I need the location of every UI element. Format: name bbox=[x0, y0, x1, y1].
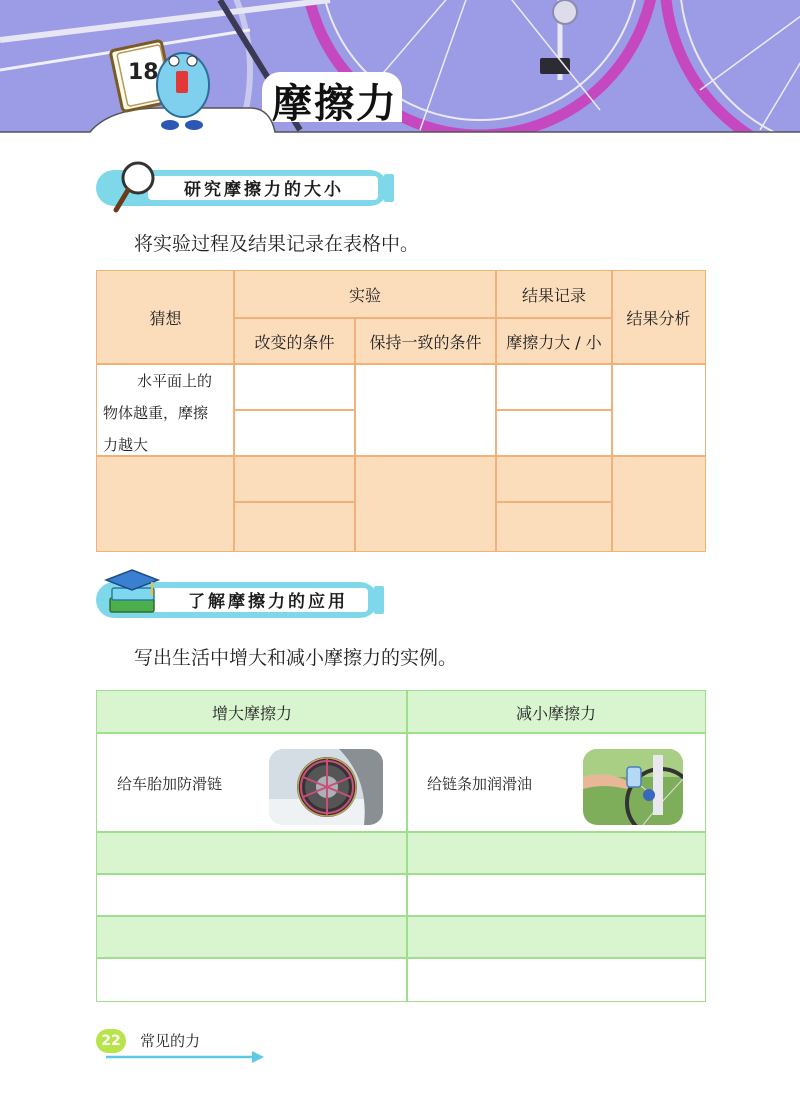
graduation-book-icon bbox=[104, 566, 164, 622]
increase-blank-2[interactable] bbox=[97, 875, 406, 915]
analysis-cell-1[interactable] bbox=[612, 364, 705, 455]
decrease-blank-3[interactable] bbox=[408, 917, 705, 957]
guess-text bbox=[103, 365, 231, 461]
decrease-blank-1[interactable] bbox=[408, 833, 705, 873]
header-analysis: 结果分析 bbox=[626, 309, 691, 328]
friction-application-table bbox=[96, 690, 706, 1002]
guess-line-2: 物体越重，摩擦 bbox=[103, 404, 209, 422]
lesson-mascot-icon bbox=[108, 35, 218, 135]
page-title: 摩擦力 bbox=[272, 81, 398, 127]
chain-oil-photo bbox=[583, 749, 683, 825]
increase-blank-3[interactable] bbox=[97, 917, 406, 957]
page-number: 22 bbox=[96, 1029, 126, 1053]
instruction-examples: 写出生活中增大和减小摩擦力的实例。 bbox=[134, 647, 458, 669]
constant-cell-1[interactable] bbox=[355, 364, 496, 455]
decrease-blank-4[interactable] bbox=[408, 959, 705, 999]
experiment-table bbox=[96, 270, 706, 552]
header-constant-condition: 保持一致的条件 bbox=[369, 332, 482, 352]
increase-blank-4[interactable] bbox=[97, 959, 406, 999]
magnifier-icon bbox=[110, 158, 160, 214]
guess-line-3: 力越大 bbox=[103, 436, 149, 454]
guess-line-1: 水平面上的 bbox=[137, 372, 213, 390]
decrease-blank-2[interactable] bbox=[408, 875, 705, 915]
footer-arrow-icon bbox=[106, 1050, 266, 1064]
page-footer bbox=[96, 1026, 266, 1066]
header-experiment: 实验 bbox=[348, 286, 381, 305]
increase-example: 给车胎加防滑链 bbox=[117, 775, 223, 793]
increase-blank-1[interactable] bbox=[97, 833, 406, 873]
header-decrease-friction: 减小摩擦力 bbox=[515, 703, 596, 723]
chapter-name: 常见的力 bbox=[140, 1032, 201, 1050]
section-heading: 研究摩擦力的大小 bbox=[184, 180, 344, 200]
header-friction-size: 摩擦力大 / 小 bbox=[506, 332, 602, 352]
header-changed-condition: 改变的条件 bbox=[254, 332, 335, 352]
decrease-example: 给链条加润滑油 bbox=[427, 775, 533, 793]
instruction-record: 将实验过程及结果记录在表格中。 bbox=[134, 233, 420, 255]
lesson-number: 18 bbox=[128, 60, 159, 85]
section-heading: 了解摩擦力的应用 bbox=[188, 592, 348, 612]
tire-chain-photo bbox=[269, 749, 383, 825]
header-guess: 猜想 bbox=[149, 309, 182, 328]
header-increase-friction: 增大摩擦力 bbox=[211, 703, 292, 723]
header-result: 结果记录 bbox=[521, 286, 586, 305]
